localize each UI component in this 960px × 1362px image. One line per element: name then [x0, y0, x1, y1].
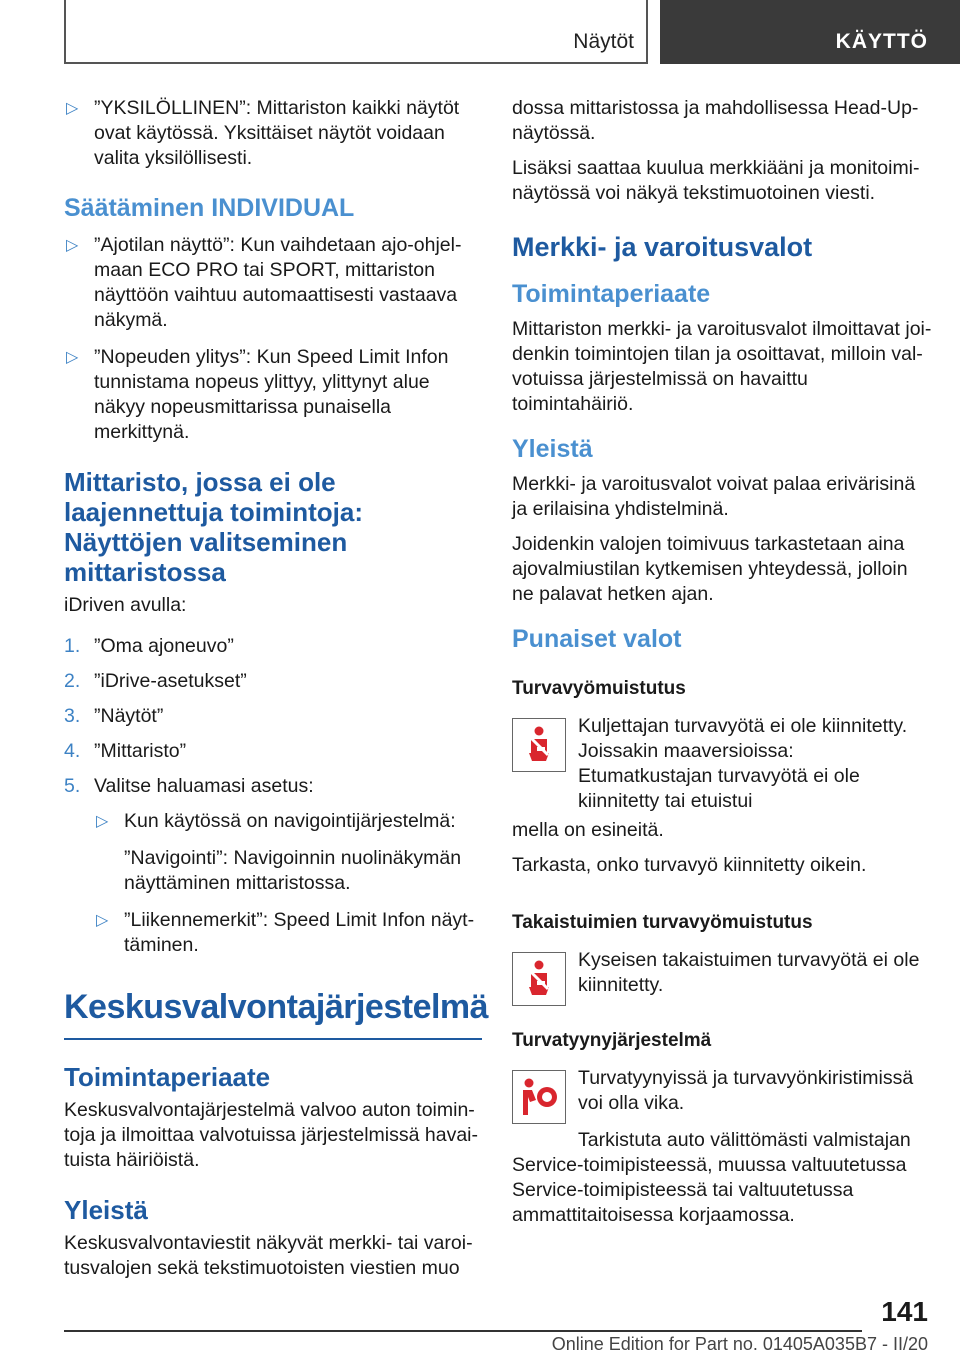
left-column [64, 96, 489, 1291]
seatbelt-warning-tail: mella on esineitä. [512, 819, 664, 841]
heading-turvatyynyjarjestelma: Turvatyynyjärjestelmä [512, 1030, 712, 1051]
triangle-bullet-icon: ▷ [66, 100, 79, 117]
airbag-warning-icon [512, 1070, 566, 1124]
header-chapter-tab [660, 0, 960, 64]
footer-divider [64, 1330, 862, 1332]
rear-seatbelt-warning-icon [512, 952, 566, 1006]
bullet-yksilollinen: ▷ ”YKSILÖLLINEN”: Mittariston kaikki näytöt ovat käytössä. Yksittäiset näytöt voidaan valita yksilöllisesti. [66, 97, 460, 169]
step-3: 3. ”Näytöt” [64, 705, 164, 727]
heading-yleista-left: Yleistä [64, 1195, 148, 1225]
heading-punaiset-valot: Punaiset valot [512, 625, 682, 653]
header-section-label: Näytöt [573, 30, 634, 53]
header-section-tab [64, 0, 648, 64]
idrive-intro: iDriven avulla: [64, 594, 187, 616]
triangle-bullet-icon: ▷ [66, 237, 79, 254]
paragraph-yleista-right-2: Joidenkin valojen toimivuus tarkastetaan aina ajovalmiustilan kytkemisen yhteydessä, jolloin ne palavat hetken ajan. [512, 533, 908, 605]
rear-seatbelt-warning-text: Kyseisen takaistuimen turvavyötä ei ole kiinnitetty. [578, 949, 920, 996]
sub-bullet-liikennemerkit: ▷ ”Liikennemerkit”: Speed Limit Infon näyttäminen. [96, 909, 475, 956]
sub-bullet-navigointi: ▷ Kun käytössä on navigointijärjestelmä: [96, 810, 456, 832]
heading-toimintaperiaate-left: Toimintaperiaate [64, 1062, 271, 1092]
right-column [512, 96, 932, 1238]
bullet-ajotilan-naytto: ▷ ”Ajotilan näyttö”: Kun vaihdetaan ajo-ohjelmaan ECO PRO tai SPORT, mittariston näyttöön vaihtuu automaattisesti vastaava näkymä. [66, 234, 462, 331]
bullet-nopeuden-ylitys: ▷ ”Nopeuden ylitys”: Kun Speed Limit Infon tunnistama nopeus ylittyy, ylittynyt alue näkyy nopeusmittarissa punaisella merkittynä. [66, 346, 449, 443]
paragraph-continued-1: dossa mittaristossa ja mahdollisessa Head-Up-näytössä. [512, 97, 919, 144]
paragraph-toimintaperiaate-right: Mittariston merkki- ja varoitusvalot ilmoittavat joidenkin toimintojen tilan ja osoittavat, milloin valvotuissa järjestelmissä on havaittu toimintahäiriö. [512, 318, 932, 415]
footer-edition: Online Edition for Part no. 01405A035B7 - II/20 [551, 1334, 928, 1354]
airbag-action-text: Tarkistuta auto välittömästi valmistajan Service-toimipisteessä, muussa valtuutetussa Service-toimipisteessä tai valtuutetussa ammattitaitoisessa korjaamossa. [512, 1129, 911, 1226]
airbag-warning-text: Turvatyynyissä ja turvavyönkiristimissä voi olla vika. [578, 1067, 914, 1114]
heading-toimintaperiaate-right: Toimintaperiaate [512, 280, 711, 308]
heading-saataminen-individual: Säätäminen INDIVIDUAL [64, 194, 355, 222]
seatbelt-warning-icon [512, 718, 566, 772]
triangle-bullet-icon: ▷ [96, 813, 109, 830]
triangle-bullet-icon: ▷ [96, 912, 109, 929]
heading-takaistuimien-turvavyomuistutus: Takaistuimien turvavyömuistutus [512, 912, 813, 933]
page-number: 141 [881, 1296, 928, 1327]
paragraph-yleista-right-1: Merkki- ja varoitusvalot voivat palaa erivärisinä ja erilaisina yhdistelminä. [512, 473, 916, 520]
heading-merkki-varoitusvalot: Merkki- ja varoitusvalot [512, 232, 813, 262]
heading-keskusvalvontajarjestelma: Keskusvalvontajärjestelmä [64, 986, 482, 1040]
header-chapter-label: KÄYTTÖ [835, 30, 928, 53]
step-5: 5. Valitse haluamasi asetus: [64, 775, 314, 797]
paragraph-continued-2: Lisäksi saattaa kuulua merkkiääni ja monitoiminäytössä voi näkyä tekstimuotoinen viesti. [512, 157, 920, 204]
paragraph-toimintaperiaate-left: Keskusvalvontajärjestelmä valvoo auton toimintoja ja ilmoittaa valvotuissa järjestelmissä havaituista häiriöistä. [64, 1099, 479, 1171]
seatbelt-check-text: Tarkasta, onko turvavyö kiinnitetty oikein. [512, 854, 867, 876]
heading-mittaristo-valitseminen: Mittaristo, jossa ei ole laajennettuja toimintoja: Näyttöjen valitseminen mittaristossa [64, 467, 364, 587]
airbag-warning-row [512, 1066, 932, 1124]
step-4: 4. ”Mittaristo” [64, 740, 187, 762]
sub-bullet-navigointi-detail: ”Navigointi”: Navigoinnin nuolinäkymän näyttäminen mittaristossa. [124, 847, 462, 894]
paragraph-yleista-left: Keskusvalvontaviestit näkyvät merkki- tai varoitusvalojen sekä tekstimuotoisten viestien muo [64, 1232, 473, 1279]
heading-yleista-right: Yleistä [512, 435, 593, 463]
step-2: 2. ”iDrive-asetukset” [64, 670, 247, 692]
rear-seatbelt-warning-row [512, 948, 932, 1006]
triangle-bullet-icon: ▷ [66, 349, 79, 366]
step-1: 1. ”Oma ajoneuvo” [64, 635, 234, 657]
seatbelt-warning-row [512, 714, 932, 814]
heading-turvavyomuistutus: Turvavyömuistutus [512, 678, 686, 699]
seatbelt-warning-text: Kuljettajan turvavyötä ei ole kiinnitetty. Joissakin maaversioissa: Etumatkustajan turvavyötä ei ole kiinnitetty tai etuistui [578, 715, 908, 812]
